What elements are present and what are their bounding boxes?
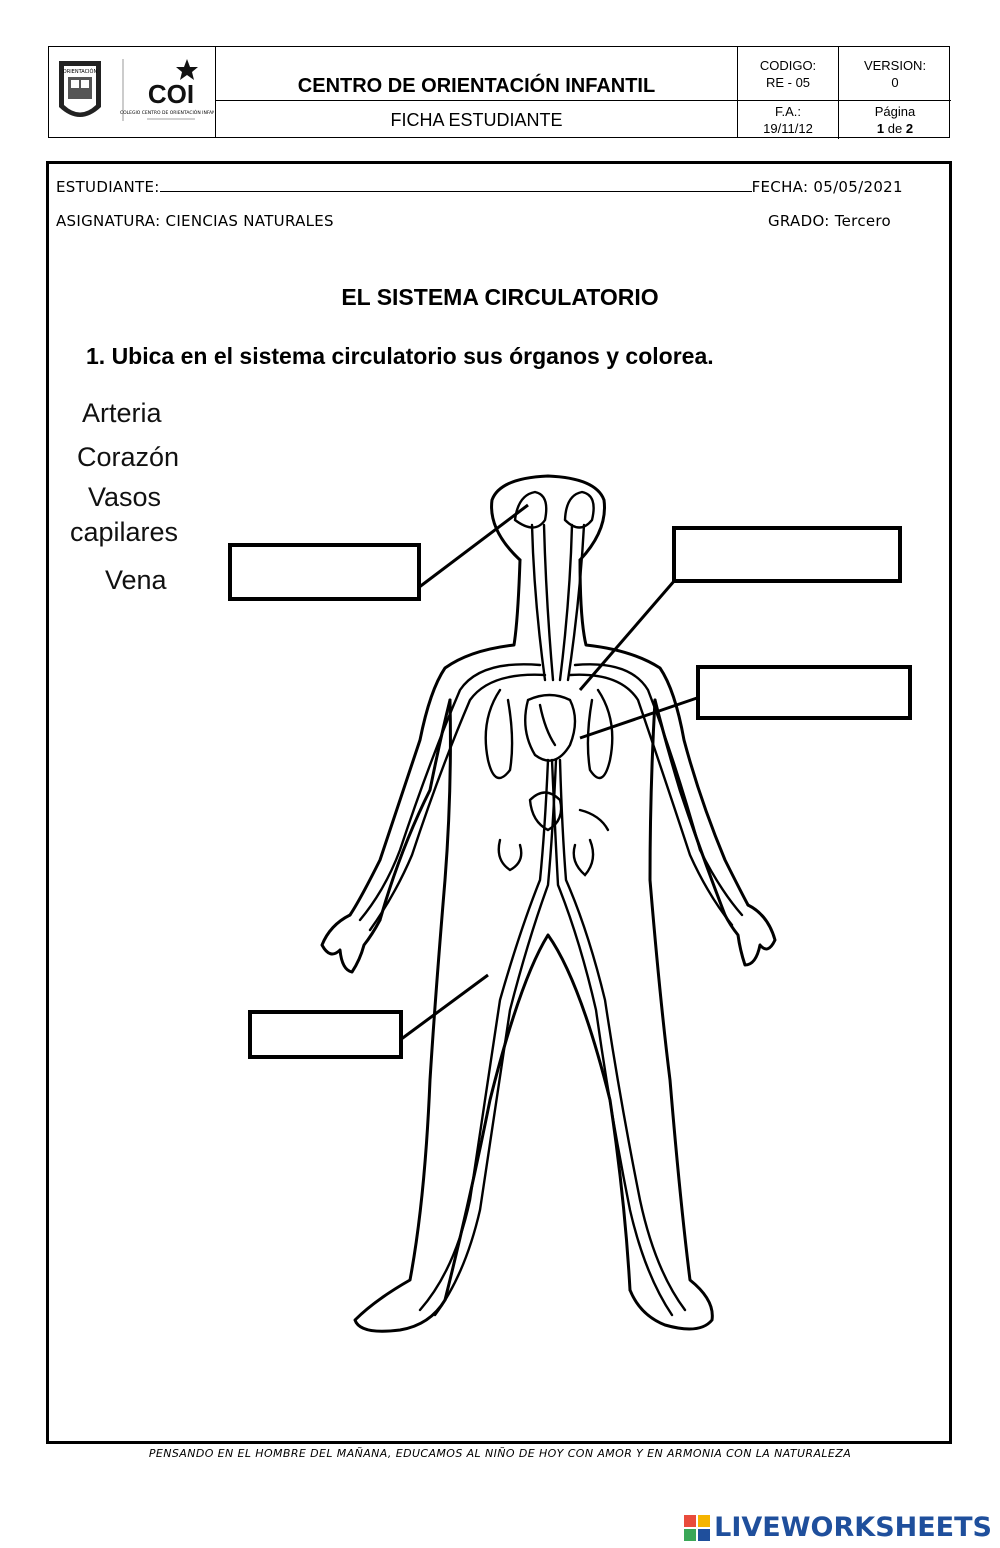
svg-text:ORIENTACIÓN: ORIENTACIÓN xyxy=(62,69,98,75)
school-name: CENTRO DE ORIENTACIÓN INFANTIL xyxy=(216,47,737,101)
word-bank-item-corazon[interactable]: Corazón xyxy=(77,442,180,472)
student-label: ESTUDIANTE: xyxy=(56,178,160,196)
answer-box-heart[interactable] xyxy=(696,665,912,720)
word-bank-item-vasos[interactable]: Vasos xyxy=(88,482,162,512)
blood-vessels xyxy=(360,492,742,1315)
word-bank-item-capilares[interactable]: capilares xyxy=(70,517,179,547)
answer-box-artery[interactable] xyxy=(672,526,902,583)
answer-box-vein[interactable] xyxy=(248,1010,403,1059)
codigo-cell: CODIGO: RE - 05 xyxy=(738,47,839,101)
question-1: 1. Ubica en el sistema circulatorio sus órganos y colorea. xyxy=(86,343,714,369)
svg-text:COLEGIO CENTRO DE ORIENTACIÓN: COLEGIO CENTRO DE ORIENTACIÓN INFANTIL xyxy=(119,111,214,116)
liveworksheets-icon xyxy=(684,1515,710,1541)
version-cell: VERSION: 0 xyxy=(839,47,951,101)
subject-value: CIENCIAS NATURALES xyxy=(165,212,334,230)
grade-label: GRADO: xyxy=(768,212,830,230)
subject-label: ASIGNATURA: xyxy=(56,212,161,230)
grade-value: Tercero xyxy=(834,212,892,230)
word-bank-item-vena[interactable]: Vena xyxy=(105,565,167,595)
school-motto: PENSANDO EN EL HOMBRE DEL MAÑANA, EDUCAMOS AL NIÑO DE HOY CON AMOR Y EN ARMONIA CON LA NATURALEZA xyxy=(148,1447,852,1460)
date-label: FECHA: xyxy=(751,178,809,196)
brand-name: COI xyxy=(147,79,195,109)
form-name: FICHA ESTUDIANTE xyxy=(390,109,563,130)
liveworksheets-label: LIVEWORKSHEETS xyxy=(714,1512,992,1543)
fa-cell: F.A.: 19/11/12 xyxy=(738,101,839,139)
worksheet-title: EL SISTEMA CIRCULATORIO xyxy=(341,284,659,310)
page-cell: Página 1 de 2 xyxy=(874,104,916,136)
date-value: 05/05/2021 xyxy=(813,178,903,196)
liveworksheets-brand[interactable] xyxy=(684,1512,992,1543)
word-bank-item-arteria[interactable]: Arteria xyxy=(82,398,162,428)
answer-box-brain-capillaries[interactable] xyxy=(228,543,421,601)
